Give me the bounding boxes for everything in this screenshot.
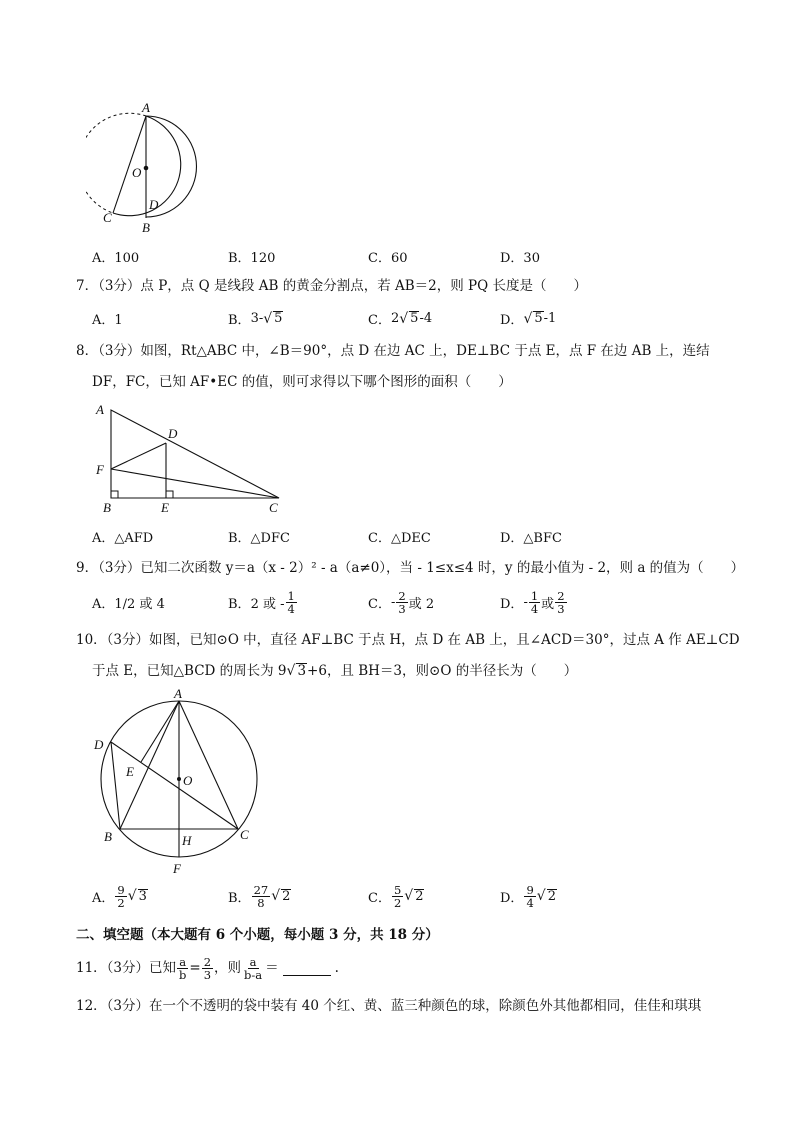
q10-option-a[interactable]: A． $\frac{9}{2}$ √ 3 (92, 882, 147, 910)
q10-option-b[interactable]: B． $\frac{27}{8}$ √ 2 (228, 882, 291, 910)
fraction: $\frac{2}{3}$ (203, 954, 212, 982)
label-O: O (183, 773, 193, 788)
fraction: $\frac{5}{2}$ (393, 882, 402, 910)
q8-option-b[interactable]: B．△DFC (228, 531, 290, 546)
label-D: D (149, 197, 159, 212)
fraction: $\frac{a}{b-a}$ (244, 954, 263, 982)
figure-q10-circle (86, 684, 276, 878)
chord-DB (111, 742, 120, 829)
q7-option-c[interactable]: C． 2 √ 5 -4 (368, 310, 433, 328)
q11-stem: 11．（3分）已知 $\frac{a}{b}$ = $\frac{2}{3}$ ，则 $\frac{a}{b-a}$ ＝ . (76, 954, 339, 982)
sqrt-sign: √ (399, 310, 409, 327)
label-F: F (96, 462, 104, 477)
section-heading: 二、填空题（本大题有 6 个小题，每小题 3 分，共 18 分） (76, 927, 439, 943)
segment-AE (141, 701, 179, 762)
q8-option-d[interactable]: D．△BFC (500, 531, 562, 546)
sqrt-sign: √ (523, 310, 533, 327)
q9-option-b[interactable]: B． 2 或 - $\frac{1}{4}$ (228, 588, 295, 616)
q8-stem-line2: DF，FC，已知 AF•EC 的值，则可求得以下哪个图形的面积（ ） (92, 374, 512, 390)
q10-option-d[interactable]: D． $\frac{9}{4}$ √ 2 (500, 882, 556, 910)
q6-option-c[interactable]: C．60 (368, 251, 408, 266)
fraction: $\frac{1}{4}$ (287, 588, 295, 616)
q6-options (92, 247, 712, 273)
label-C: C (240, 827, 249, 842)
q8-option-a[interactable]: A．△AFD (92, 531, 154, 546)
center-point (144, 166, 149, 171)
label-C: C (103, 210, 112, 225)
label-B: B (142, 220, 150, 235)
label-A: A (174, 686, 182, 701)
sqrt-sign: √ (404, 888, 414, 904)
q8-options (92, 527, 712, 553)
fraction: $\frac{2}{3}$ (398, 588, 406, 616)
q6-option-d[interactable]: D．30 (500, 251, 540, 266)
sqrt-sign: √ (271, 888, 281, 904)
label-F: F (173, 861, 181, 876)
q6-option-a[interactable]: A．100 (92, 251, 140, 266)
segment-FC (111, 469, 279, 498)
label-O: O (132, 165, 142, 180)
q10-stem-line1: 10．（3分）如图，已知⊙O 中，直径 AF⊥BC 于点 H，点 D 在 AB 上，且∠ACD＝30°，过点 A 作 AE⊥CD (76, 632, 740, 648)
q10-option-c[interactable]: C． $\frac{5}{2}$ √ 2 (368, 882, 424, 910)
q7-option-a[interactable]: A．1 (92, 313, 123, 328)
sqrt-sign: √ (263, 310, 273, 327)
label-B: B (104, 829, 112, 844)
solid-right-arc (113, 116, 181, 216)
triangle-ABC (111, 410, 279, 498)
label-B: B (103, 500, 111, 515)
label-A: A (142, 100, 150, 115)
label-C: C (269, 500, 278, 515)
q6-option-b[interactable]: B．120 (228, 251, 276, 266)
q9-option-d[interactable]: D． - $\frac{1}{4}$ 或 $\frac{2}{3}$ (500, 588, 565, 616)
label-D: D (168, 426, 178, 441)
q7-stem: 7．（3分）点 P，点 Q 是线段 AB 的黄金分割点，若 AB＝2，则 PQ 长度是（ ） (76, 278, 587, 294)
label-E: E (126, 764, 134, 779)
answer-blank[interactable] (283, 961, 331, 976)
fraction: $\frac{2}{3}$ (557, 588, 565, 616)
q8-option-c[interactable]: C．△DEC (368, 531, 431, 546)
q9-option-a[interactable]: A．1/2 或 4 (92, 596, 165, 612)
segment-DC (111, 742, 238, 829)
q10-stem-line2: 于点 E，已知△BCD 的周长为 9√ 3+6，且 BH＝3，则⊙O 的半径长为（ ） (92, 663, 578, 679)
q9-option-c[interactable]: C． - $\frac{2}{3}$ 或 2 (368, 588, 435, 616)
sqrt-sign: √ (286, 663, 296, 679)
q7-options (92, 309, 712, 335)
right-angle-B (111, 491, 118, 498)
q12-stem: 12．（3分）在一个不透明的袋中装有 40 个红、黄、蓝三种颜色的球，除颜色外其他都相同，佳佳和琪琪 (76, 998, 702, 1014)
fraction: $\frac{1}{4}$ (530, 588, 539, 616)
q10-options (92, 879, 712, 913)
q7-option-b[interactable]: B． 3- √ 5 (228, 310, 283, 328)
label-E: E (161, 500, 169, 515)
center-point (177, 777, 181, 781)
fraction: $\frac{a}{b}$ (179, 954, 187, 982)
q8-stem-line1: 8．（3分）如图，Rt△ABC 中，∠B＝90°，点 D 在边 AC 上，DE⊥BC 于点 E，点 F 在边 AB 上，连结 (76, 343, 710, 359)
fraction: $\frac{9}{2}$ (117, 882, 125, 910)
figure-q8-triangle (86, 398, 296, 518)
chord-AC (179, 701, 238, 829)
sqrt-sign: √ (127, 888, 137, 904)
q9-options (92, 585, 712, 619)
fraction: $\frac{9}{4}$ (526, 882, 534, 910)
fraction: $\frac{27}{8}$ (253, 882, 269, 910)
sqrt-sign: √ (536, 888, 546, 904)
label-D: D (94, 737, 104, 752)
label-A: A (96, 402, 104, 417)
figure-q6-circle (86, 96, 216, 236)
right-angle-E (166, 491, 173, 498)
dashed-left-arc (86, 113, 146, 213)
q9-stem: 9．（3分）已知二次函数 y＝a（x - 2）² - a（a≠0），当 - 1≤x≤4 时，y 的最小值为 - 2，则 a 的值为（ ） (76, 560, 745, 576)
label-H: H (182, 833, 192, 848)
segment-FD (111, 443, 166, 469)
q7-option-d[interactable]: D． √ 5 -1 (500, 310, 557, 328)
